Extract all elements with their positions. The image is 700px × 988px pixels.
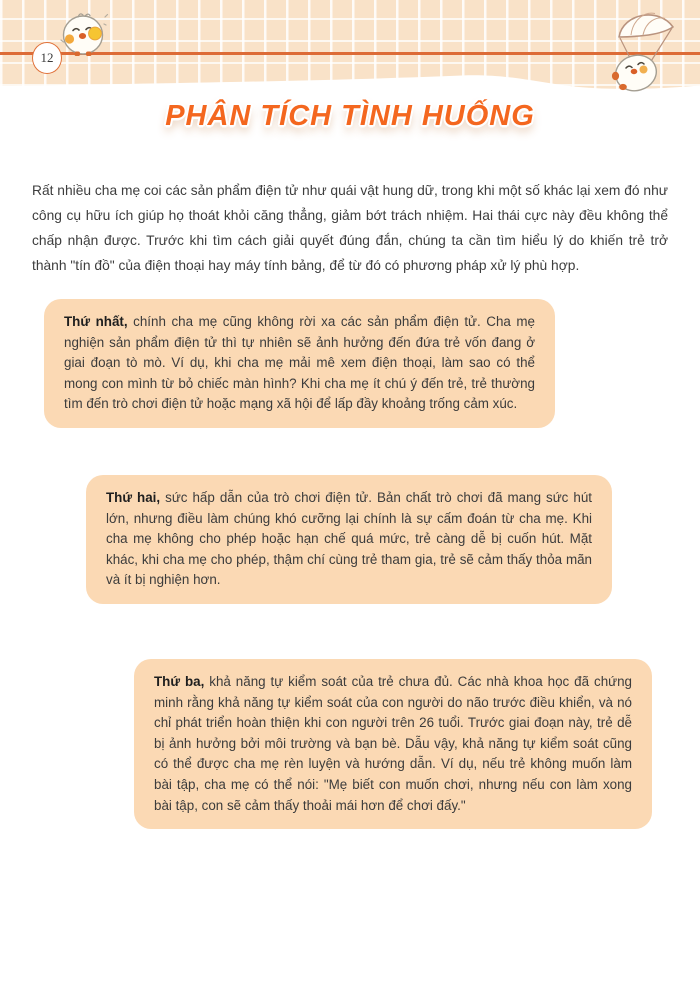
box-lead: Thứ hai, [106, 489, 161, 505]
highlight-box-first [44, 299, 555, 428]
page-number: 12 [40, 50, 54, 65]
box-lead: Thứ ba, [154, 673, 205, 689]
page-title: PHÂN TÍCH TÌNH HUỐNG [165, 100, 535, 132]
box-paragraph [106, 488, 592, 591]
highlight-box-third [134, 659, 652, 829]
parachute-chick-icon [592, 6, 680, 92]
intro-paragraph: Rất nhiều cha mẹ coi các sản phẩm điện tử như quái vật hung dữ, trong khi một số khác lại xem đó như công cụ hữu ích giúp họ thoát khỏi căng thẳng, giảm bớt trách nhiệm. Hai thái cực này đều không thể chấp nhận được. Trước khi tìm cách giải quyết đúng đắn, chúng ta cần tìm hiểu lý do khiến trẻ trở thành "tín đồ" của điện thoại hay máy tính bảng, để từ đó có phương pháp xử lý phù hợp. [32, 183, 668, 273]
box-text: sức hấp dẫn của trò chơi điện tử. Bản chất trò chơi đã mang sức hút lớn, nhưng điều làm chúng khó cưỡng lại chính là sự cấm đoán từ cha mẹ. Khi cha mẹ không cho phép hoặc hạn chế quá mức, trẻ càng dễ bị cuốn hút. Mặt khác, khi cha mẹ cho phép, thậm chí cùng trẻ tham gia, trẻ sẽ cảm thấy thỏa mãn và ít bị nghiện hơn. [106, 489, 592, 588]
content-area [0, 178, 700, 829]
box-text: chính cha mẹ cũng không rời xa các sản phẩm điện tử. Cha mẹ nghiện sản phẩm điện tử thì tự nhiên sẽ ảnh hưởng đến đứa trẻ vốn đang ở giai đoạn tò mò. Ví dụ, khi cha mẹ mải mê xem điện thoại, làm sao có thể mong con mình từ bỏ chiếc màn hình? Khi cha mẹ ít chú ý đến trẻ, trẻ thường tìm đến trò chơi điện tử hoặc mạng xã hội để lấp đầy khoảng trống cảm xúc. [64, 314, 536, 412]
box-paragraph [154, 672, 632, 816]
box-lead: Thứ nhất, [64, 314, 128, 329]
box-text: khả năng tự kiểm soát của trẻ chưa đủ. Các nhà khoa học đã chứng minh rằng khả năng tự kiểm soát của con người do não trước điều khiển, và nó chỉ phát triển hoàn thiện khi con người trên 26 tuổi. Trước giai đoạn này, trẻ dễ bị ảnh hưởng bởi môi trường và bạn bè. Dẫu vậy, khả năng tự kiểm soát cũng có thể được cha mẹ rèn luyện và hướng dẫn. Ví dụ, nếu trẻ không muốn làm bài tập, cha mẹ có thể nói: "Mẹ biết con muốn chơi, nhưng nếu con làm xong bài tập, con sẽ cảm thấy thoải mái hơn để chơi đấy." [154, 673, 633, 813]
highlight-box-second [86, 475, 612, 604]
chick-mascot-icon [58, 8, 110, 58]
box-paragraph [64, 312, 535, 415]
